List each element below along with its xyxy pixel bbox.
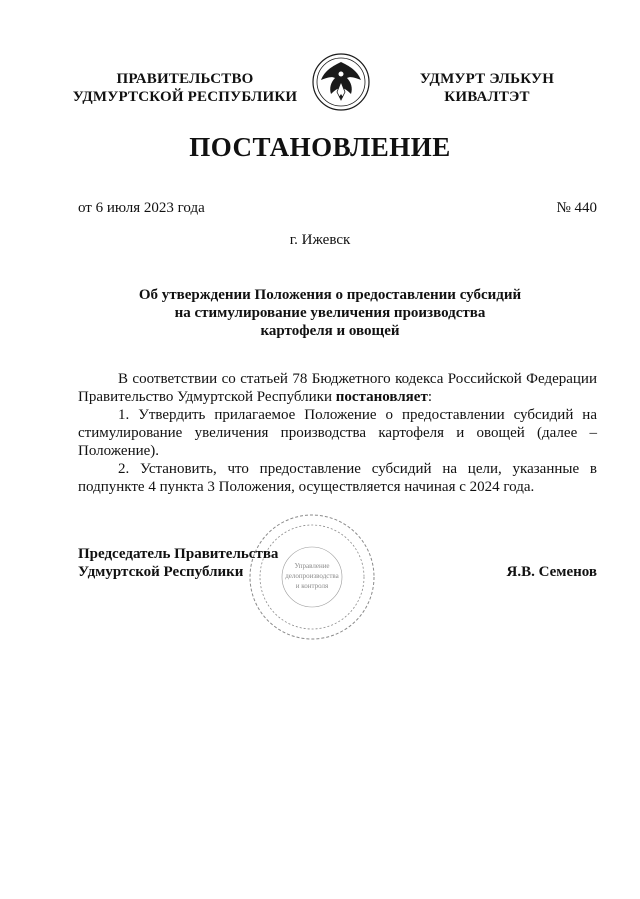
subject-line3: картофеля и овощей	[260, 323, 400, 339]
header-left-line1: ПРАВИТЕЛЬСТВО	[116, 71, 254, 87]
body-p1-text: В соответствии со статьей 78 Бюджетного кодекса Российской Федерации Правительство Удмуртской Республики	[78, 371, 597, 405]
header-right	[392, 70, 582, 106]
stamp-line-3: и контроля	[295, 582, 329, 590]
coat-of-arms-icon	[311, 52, 371, 112]
document-date: от 6 июля 2023 года	[78, 200, 205, 216]
document-number: № 440	[556, 200, 597, 216]
body-paragraph-1	[78, 370, 597, 406]
body-p1-bold: постановляет	[335, 389, 428, 405]
signatory-position-line2: Удмуртской Республики	[78, 564, 244, 580]
body-paragraph-2: 1. Утвердить прилагаемое Положение о предоставлении субсидий на стимулирование увеличения производства картофеля и овощей (далее – Положение).	[78, 407, 597, 459]
stamp-line-2: делопроизводства	[285, 572, 339, 580]
signatory-position-line1: Председатель Правительства	[78, 546, 279, 562]
signatory-position	[78, 545, 278, 581]
header-right-line2: КИВАЛТЭТ	[444, 89, 530, 105]
body-paragraph-3: 2. Установить, что предоставление субсидий на цели, указанные в подпункте 4 пункта 3 Положения, осуществляется начиная с 2024 года.	[78, 461, 597, 495]
document-subject	[110, 286, 550, 340]
signatory-name: Я.В. Семенов	[506, 564, 597, 580]
document-title: ПОСТАНОВЛЕНИЕ	[189, 132, 451, 162]
document-city: г. Ижевск	[289, 232, 351, 248]
header-right-line1: УДМУРТ ЭЛЬКУН	[419, 71, 555, 87]
body-p1-end: :	[427, 389, 432, 405]
header-left-line2: УДМУРТСКОЙ РЕСПУБЛИКИ	[72, 89, 298, 105]
header-left	[60, 70, 310, 106]
subject-line2: на стимулирование увеличения производства	[174, 305, 486, 321]
document-body	[78, 370, 597, 496]
subject-line1: Об утверждении Положения о предоставлении субсидий	[138, 287, 522, 303]
stamp-line-1: Управление	[294, 562, 330, 570]
